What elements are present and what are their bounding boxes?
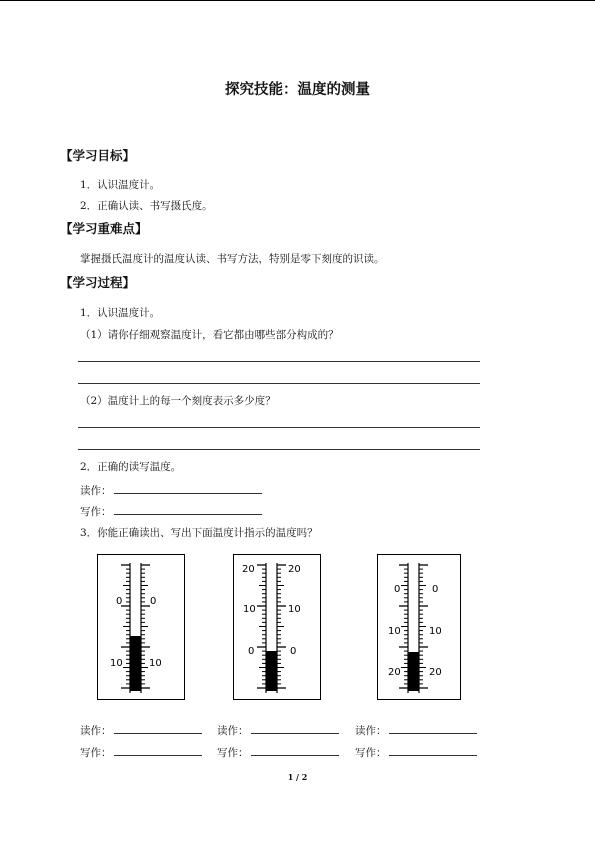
thermometer-1-svg xyxy=(98,555,184,699)
question-2: （2）温度计上的每一个刻度表示多少度？ xyxy=(80,395,276,407)
scale-label: 10 xyxy=(110,658,123,669)
goal-item-2: 2．正确认读、书写摄氏度。 xyxy=(80,200,213,212)
read-label: 读作： xyxy=(80,485,112,497)
mercury-column xyxy=(266,651,277,691)
process-step-2: 2．正确的读写温度。 xyxy=(80,461,182,473)
scale-label: 0 xyxy=(116,596,123,607)
thermometer-1-read-row xyxy=(80,722,202,738)
scale-label: 20 xyxy=(242,564,255,575)
page-title: 探究技能：温度的测量 xyxy=(225,82,370,98)
read-label: 读作： xyxy=(80,725,112,737)
mercury-column xyxy=(130,636,141,691)
thermometer-3-svg xyxy=(378,555,460,699)
scale-label: 20 xyxy=(429,667,442,678)
thermometer-3-write-blank[interactable] xyxy=(389,744,477,756)
scale-label: 10 xyxy=(388,626,401,637)
thermometer-2-svg xyxy=(234,555,320,699)
write-label: 写作： xyxy=(80,506,112,518)
write-label: 写作： xyxy=(217,747,249,759)
thermometer-figure-2 xyxy=(233,554,321,700)
thermometer-1-read-blank[interactable] xyxy=(114,722,202,734)
question-1: （1）请你仔细观察温度计，看它都由哪些部分构成的？ xyxy=(80,329,339,341)
thermometer-3-read-row xyxy=(355,722,477,738)
read-row xyxy=(80,482,262,498)
scale-label: 10 xyxy=(288,604,301,615)
answer-line[interactable] xyxy=(78,427,480,428)
scale-label: 20 xyxy=(288,564,301,575)
thermometer-1-write-row xyxy=(80,744,202,760)
thermometer-3-write-row xyxy=(355,744,477,760)
answer-line[interactable] xyxy=(78,383,480,384)
section-heading-key-points: 【学习重难点】 xyxy=(60,221,148,236)
scale-label: 10 xyxy=(243,604,256,615)
section-heading-process: 【学习过程】 xyxy=(60,275,136,290)
write-label: 写作： xyxy=(80,747,112,759)
answer-line[interactable] xyxy=(78,361,480,362)
scale-label: 0 xyxy=(248,646,255,657)
scale-label: 10 xyxy=(429,626,442,637)
thermometer-figure-1 xyxy=(97,554,185,700)
write-answer-blank[interactable] xyxy=(114,503,262,515)
scale-label: 0 xyxy=(432,584,439,595)
page-number: 1 / 2 xyxy=(287,772,308,782)
write-row xyxy=(80,503,262,519)
thermometer-1-write-blank[interactable] xyxy=(114,744,202,756)
key-points-text: 掌握摄氏温度计的温度认读、书写方法，特别是零下刻度的识读。 xyxy=(80,253,385,265)
thermometer-figure-3 xyxy=(377,554,461,700)
thermometer-2-read-row xyxy=(217,722,339,738)
read-label: 读作： xyxy=(217,725,249,737)
process-step-1: 1．认识温度计。 xyxy=(80,307,161,319)
scale-label: 20 xyxy=(388,667,401,678)
read-label: 读作： xyxy=(355,725,387,737)
thermometer-2-write-row xyxy=(217,744,339,760)
read-answer-blank[interactable] xyxy=(114,482,262,494)
scale-label: 0 xyxy=(290,646,297,657)
thermometer-3-read-blank[interactable] xyxy=(389,722,477,734)
section-heading-goals: 【学习目标】 xyxy=(60,148,136,163)
scale-label: 0 xyxy=(150,596,157,607)
goal-item-1: 1．认识温度计。 xyxy=(80,179,161,191)
write-label: 写作： xyxy=(355,747,387,759)
scale-label: 10 xyxy=(149,658,162,669)
process-step-3: 3．你能正确读出、写出下面温度计指示的温度吗？ xyxy=(80,527,318,539)
scale-label: 0 xyxy=(394,584,401,595)
mercury-column xyxy=(408,652,419,691)
page-top-rule xyxy=(0,0,595,1)
thermometer-2-write-blank[interactable] xyxy=(251,744,339,756)
thermometer-2-read-blank[interactable] xyxy=(251,722,339,734)
answer-line[interactable] xyxy=(78,449,480,450)
